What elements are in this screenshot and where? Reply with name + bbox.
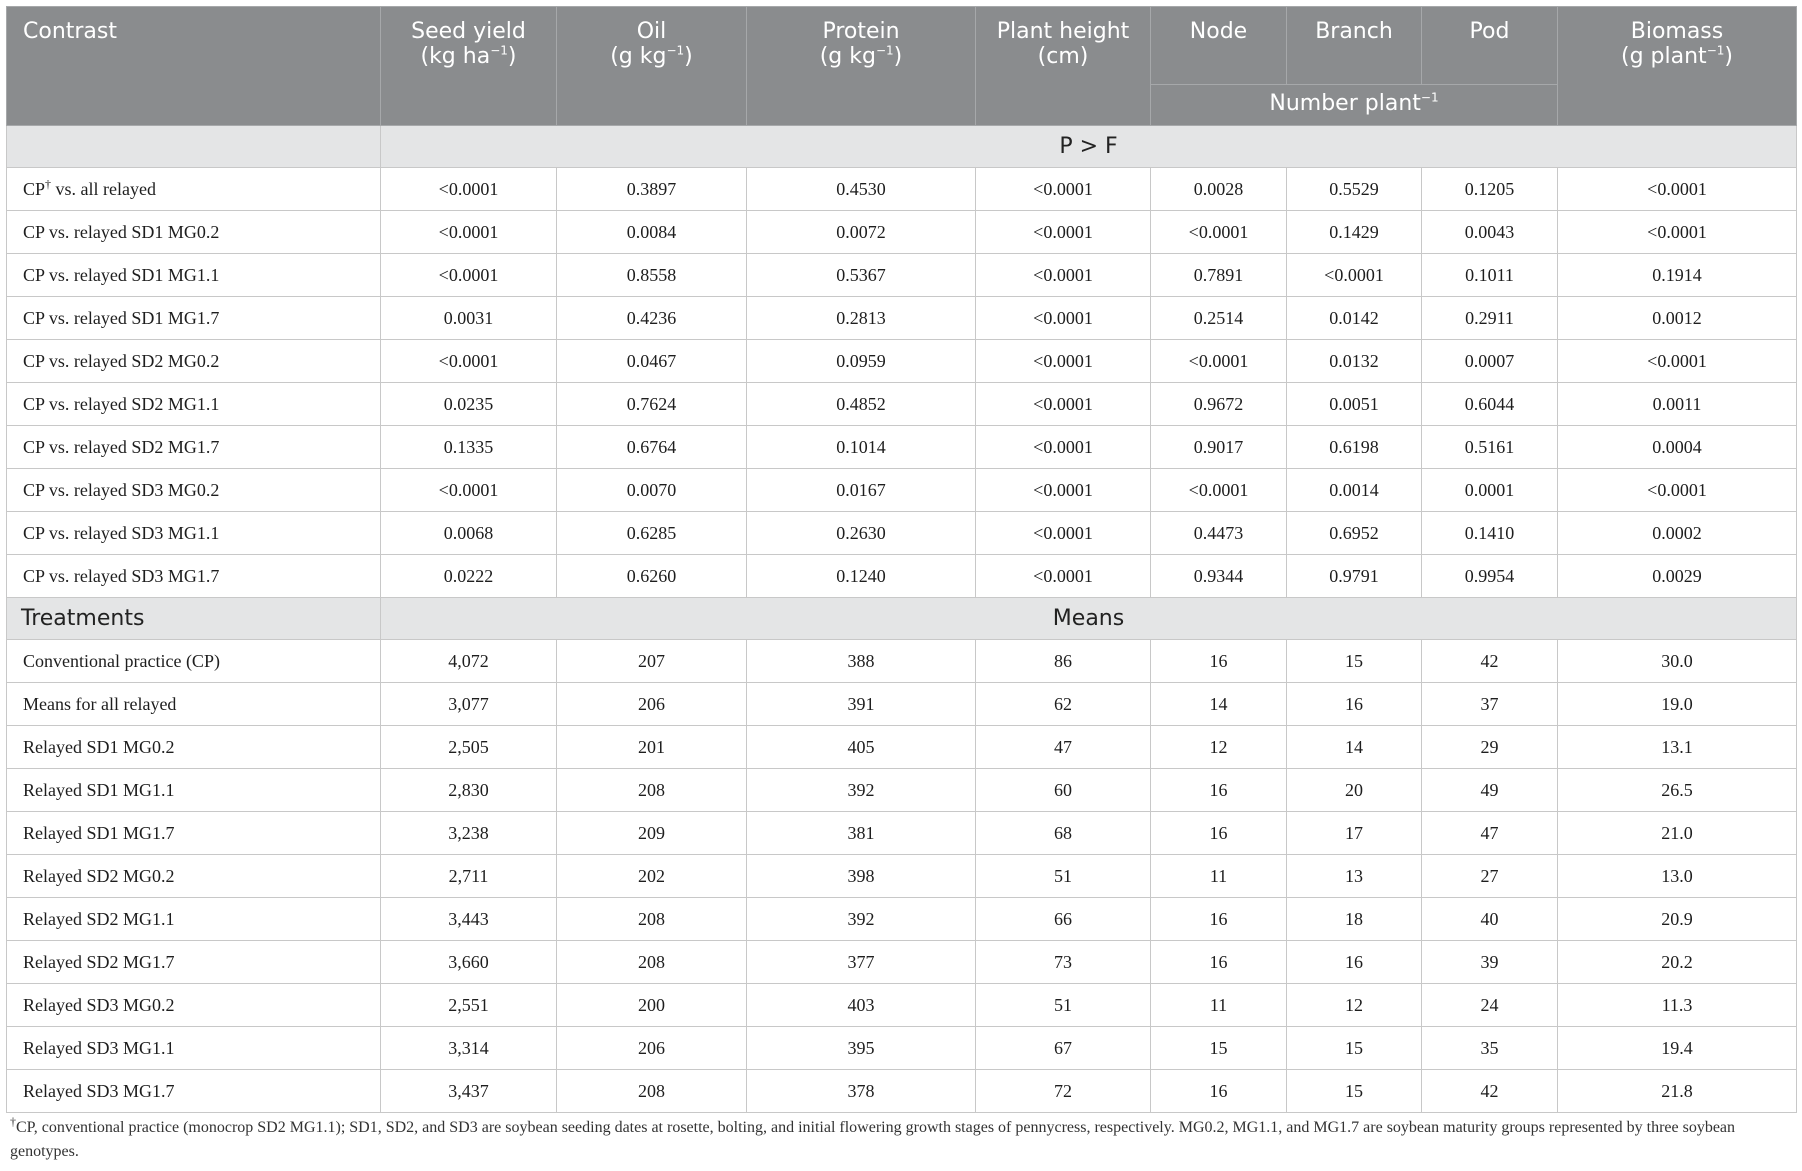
contrast-cell: <0.0001: [976, 469, 1151, 512]
contrast-cell: 0.0068: [381, 512, 557, 555]
treatment-row: [7, 984, 1797, 1027]
treatment-cell: 27: [1422, 855, 1558, 898]
contrast-cell: 0.1205: [1422, 168, 1558, 211]
treatment-cell: 21.0: [1558, 812, 1797, 855]
treatment-cell: 11: [1151, 984, 1287, 1027]
treatment-cell: 20.9: [1558, 898, 1797, 941]
treatment-label: Relayed SD3 MG1.7: [7, 1070, 381, 1113]
section-pf-row: [7, 126, 1797, 168]
results-table: [6, 6, 1797, 1113]
header-number-plant: Number plant$^{-1}$: [1151, 85, 1558, 126]
contrast-cell: 0.0235: [381, 383, 557, 426]
header-oil: Oil (g $kg^{-1}$): [557, 7, 747, 126]
contrast-cell: <0.0001: [1151, 340, 1287, 383]
treatment-cell: 4,072: [381, 640, 557, 683]
treatment-cell: 20: [1287, 769, 1422, 812]
treatment-cell: 3,238: [381, 812, 557, 855]
contrast-cell: <0.0001: [381, 340, 557, 383]
contrast-cell: <0.0001: [976, 168, 1151, 211]
contrast-cell: 0.2514: [1151, 297, 1287, 340]
section-pf-empty: [7, 126, 381, 168]
contrast-cell: 0.2813: [747, 297, 976, 340]
treatment-cell: 403: [747, 984, 976, 1027]
treatment-cell: 377: [747, 941, 976, 984]
contrast-cell: 0.1914: [1558, 254, 1797, 297]
contrast-cell: 0.9017: [1151, 426, 1287, 469]
treatment-row: [7, 1027, 1797, 1070]
contrast-cell: 0.0001: [1422, 469, 1558, 512]
section-means-row: [7, 598, 1797, 640]
treatment-cell: 12: [1287, 984, 1422, 1027]
treatment-cell: 72: [976, 1070, 1151, 1113]
treatment-cell: 21.8: [1558, 1070, 1797, 1113]
contrast-cell: 0.2911: [1422, 297, 1558, 340]
treatment-cell: 35: [1422, 1027, 1558, 1070]
treatment-cell: 381: [747, 812, 976, 855]
treatment-row: [7, 898, 1797, 941]
contrast-cell: 0.3897: [557, 168, 747, 211]
contrast-cell: <0.0001: [976, 297, 1151, 340]
contrast-cell: 0.1335: [381, 426, 557, 469]
data-table-container: [6, 6, 1796, 1164]
treatment-row: [7, 855, 1797, 898]
contrast-cell: 0.4530: [747, 168, 976, 211]
treatment-cell: 16: [1151, 1070, 1287, 1113]
header-biomass: Biomass (g plant$^{-1}$): [1558, 7, 1797, 126]
contrast-cell: 0.0014: [1287, 469, 1422, 512]
treatment-row: [7, 812, 1797, 855]
treatment-cell: 2,551: [381, 984, 557, 1027]
contrast-cell: 0.0007: [1422, 340, 1558, 383]
treatment-cell: 395: [747, 1027, 976, 1070]
treatment-cell: 208: [557, 1070, 747, 1113]
contrast-cell: 0.0084: [557, 211, 747, 254]
contrast-cell: <0.0001: [381, 254, 557, 297]
contrast-cell: 0.4473: [1151, 512, 1287, 555]
contrast-cell: 0.1410: [1422, 512, 1558, 555]
contrast-cell: 0.6198: [1287, 426, 1422, 469]
contrast-cell: 0.5529: [1287, 168, 1422, 211]
contrast-cell: 0.1240: [747, 555, 976, 598]
contrast-cell: 0.1011: [1422, 254, 1558, 297]
treatment-cell: 13.0: [1558, 855, 1797, 898]
contrast-cell: <0.0001: [381, 469, 557, 512]
treatment-cell: 49: [1422, 769, 1558, 812]
treatment-label: Conventional practice (CP): [7, 640, 381, 683]
treatment-cell: 16: [1151, 812, 1287, 855]
treatment-row: [7, 683, 1797, 726]
treatment-cell: 16: [1287, 683, 1422, 726]
contrast-cell: <0.0001: [976, 555, 1151, 598]
contrast-cell: <0.0001: [381, 168, 557, 211]
treatment-cell: 39: [1422, 941, 1558, 984]
treatment-row: [7, 640, 1797, 683]
treatment-label: Relayed SD1 MG1.7: [7, 812, 381, 855]
treatment-cell: 17: [1287, 812, 1422, 855]
section-treatments-label: Treatments: [7, 598, 381, 640]
contrast-cell: 0.0043: [1422, 211, 1558, 254]
treatment-cell: 3,314: [381, 1027, 557, 1070]
contrast-label: CP vs. relayed SD1 MG1.7: [7, 297, 381, 340]
contrast-cell: 0.9791: [1287, 555, 1422, 598]
contrast-row: [7, 340, 1797, 383]
treatment-cell: 208: [557, 769, 747, 812]
contrast-cell: <0.0001: [976, 426, 1151, 469]
treatment-cell: 3,077: [381, 683, 557, 726]
treatment-cell: 42: [1422, 1070, 1558, 1113]
contrast-cell: 0.0028: [1151, 168, 1287, 211]
treatment-cell: 3,660: [381, 941, 557, 984]
contrast-cell: 0.4852: [747, 383, 976, 426]
contrast-cell: 0.0051: [1287, 383, 1422, 426]
treatment-cell: 16: [1151, 941, 1287, 984]
treatment-cell: 208: [557, 898, 747, 941]
contrast-label: CP† vs. all relayed: [7, 168, 381, 211]
contrast-cell: 0.0070: [557, 469, 747, 512]
section-means-label: Means: [381, 598, 1797, 640]
contrast-cell: 0.0072: [747, 211, 976, 254]
contrast-cell: <0.0001: [976, 254, 1151, 297]
treatment-cell: 13: [1287, 855, 1422, 898]
treatment-cell: 42: [1422, 640, 1558, 683]
treatment-cell: 3,437: [381, 1070, 557, 1113]
treatment-cell: 11.3: [1558, 984, 1797, 1027]
contrast-cell: <0.0001: [1151, 469, 1287, 512]
treatment-label: Relayed SD3 MG0.2: [7, 984, 381, 1027]
contrast-cell: 0.1429: [1287, 211, 1422, 254]
treatment-cell: 15: [1287, 1070, 1422, 1113]
contrast-cell: 0.7624: [557, 383, 747, 426]
treatment-cell: 86: [976, 640, 1151, 683]
treatment-cell: 37: [1422, 683, 1558, 726]
contrast-cell: 0.0222: [381, 555, 557, 598]
treatment-cell: 16: [1151, 769, 1287, 812]
contrast-row: [7, 297, 1797, 340]
contrast-cell: <0.0001: [976, 383, 1151, 426]
treatment-cell: 14: [1151, 683, 1287, 726]
contrast-cell: <0.0001: [976, 211, 1151, 254]
treatment-cell: 378: [747, 1070, 976, 1113]
contrast-cell: 0.2630: [747, 512, 976, 555]
treatment-cell: 51: [976, 984, 1151, 1027]
contrast-label: CP vs. relayed SD3 MG0.2: [7, 469, 381, 512]
treatment-cell: 15: [1287, 1027, 1422, 1070]
treatment-cell: 66: [976, 898, 1151, 941]
contrast-cell: <0.0001: [1151, 211, 1287, 254]
treatment-cell: 29: [1422, 726, 1558, 769]
contrast-row: [7, 512, 1797, 555]
treatment-cell: 12: [1151, 726, 1287, 769]
contrast-row: [7, 555, 1797, 598]
contrast-cell: 0.0167: [747, 469, 976, 512]
treatment-cell: 62: [976, 683, 1151, 726]
treatment-cell: 13.1: [1558, 726, 1797, 769]
contrast-rows: [7, 168, 1797, 598]
treatment-row: [7, 941, 1797, 984]
treatment-cell: 398: [747, 855, 976, 898]
treatment-cell: 2,711: [381, 855, 557, 898]
contrast-row: [7, 168, 1797, 211]
treatment-rows: [7, 640, 1797, 1113]
treatment-cell: 208: [557, 941, 747, 984]
contrast-row: [7, 254, 1797, 297]
contrast-row: [7, 383, 1797, 426]
treatment-cell: 73: [976, 941, 1151, 984]
header-branch: Branch: [1287, 7, 1422, 85]
contrast-cell: <0.0001: [1558, 469, 1797, 512]
treatment-cell: 3,443: [381, 898, 557, 941]
contrast-cell: 0.0011: [1558, 383, 1797, 426]
contrast-cell: 0.0142: [1287, 297, 1422, 340]
contrast-cell: <0.0001: [1558, 340, 1797, 383]
treatment-cell: 209: [557, 812, 747, 855]
footnote-mark: †: [10, 1114, 16, 1129]
treatment-cell: 201: [557, 726, 747, 769]
contrast-label: CP vs. relayed SD1 MG1.1: [7, 254, 381, 297]
treatment-cell: 18: [1287, 898, 1422, 941]
treatment-cell: 19.4: [1558, 1027, 1797, 1070]
treatment-cell: 207: [557, 640, 747, 683]
contrast-label: CP vs. relayed SD3 MG1.7: [7, 555, 381, 598]
treatment-cell: 24: [1422, 984, 1558, 1027]
contrast-cell: 0.0029: [1558, 555, 1797, 598]
contrast-cell: <0.0001: [976, 340, 1151, 383]
contrast-cell: <0.0001: [1287, 254, 1422, 297]
contrast-cell: 0.6044: [1422, 383, 1558, 426]
treatment-cell: 60: [976, 769, 1151, 812]
header-protein: Protein (g $kg^{-1}$): [747, 7, 976, 126]
contrast-label: CP vs. relayed SD2 MG1.7: [7, 426, 381, 469]
contrast-cell: 0.1014: [747, 426, 976, 469]
treatment-cell: 30.0: [1558, 640, 1797, 683]
treatment-cell: 14: [1287, 726, 1422, 769]
treatment-label: Relayed SD1 MG0.2: [7, 726, 381, 769]
contrast-cell: <0.0001: [381, 211, 557, 254]
contrast-cell: 0.5367: [747, 254, 976, 297]
contrast-cell: 0.9954: [1422, 555, 1558, 598]
treatment-label: Relayed SD2 MG0.2: [7, 855, 381, 898]
section-pf-label: P > F: [381, 126, 1797, 168]
footnote: [6, 1113, 1796, 1164]
treatment-cell: 388: [747, 640, 976, 683]
treatment-cell: 26.5: [1558, 769, 1797, 812]
header-seed-yield: Seed yield (kg $ha^{-1}$): [381, 7, 557, 126]
contrast-cell: 0.6285: [557, 512, 747, 555]
treatment-row: [7, 1070, 1797, 1113]
contrast-row: [7, 469, 1797, 512]
header-node: Node: [1151, 7, 1287, 85]
treatment-cell: 51: [976, 855, 1151, 898]
treatment-cell: 206: [557, 1027, 747, 1070]
treatment-cell: 206: [557, 683, 747, 726]
treatment-label: Relayed SD2 MG1.1: [7, 898, 381, 941]
treatment-cell: 405: [747, 726, 976, 769]
contrast-cell: 0.9344: [1151, 555, 1287, 598]
treatment-label: Means for all relayed: [7, 683, 381, 726]
treatment-cell: 392: [747, 769, 976, 812]
contrast-cell: 0.5161: [1422, 426, 1558, 469]
treatment-label: Relayed SD3 MG1.1: [7, 1027, 381, 1070]
contrast-cell: 0.7891: [1151, 254, 1287, 297]
contrast-cell: 0.0959: [747, 340, 976, 383]
treatment-cell: 40: [1422, 898, 1558, 941]
header-contrast: Contrast: [7, 7, 381, 126]
footnote-text: CP, conventional practice (monocrop SD2 MG1.1); SD1, SD2, and SD3 are soybean seeding dates at rosette, bolting, and initial flowering growth stages of pennycress, respectively. MG0.2, MG1.1, and MG1.7 are soybean maturity groups represented by three soybean genotypes.: [10, 1119, 1736, 1160]
contrast-cell: 0.0004: [1558, 426, 1797, 469]
treatment-cell: 68: [976, 812, 1151, 855]
treatment-cell: 2,830: [381, 769, 557, 812]
treatment-cell: 47: [1422, 812, 1558, 855]
contrast-row: [7, 211, 1797, 254]
contrast-cell: 0.9672: [1151, 383, 1287, 426]
contrast-cell: 0.6260: [557, 555, 747, 598]
contrast-row: [7, 426, 1797, 469]
contrast-cell: 0.6952: [1287, 512, 1422, 555]
treatment-cell: 11: [1151, 855, 1287, 898]
treatment-cell: 15: [1151, 1027, 1287, 1070]
treatment-cell: 202: [557, 855, 747, 898]
treatment-cell: 392: [747, 898, 976, 941]
header-pod: Pod: [1422, 7, 1558, 85]
treatment-cell: 16: [1151, 898, 1287, 941]
treatment-cell: 47: [976, 726, 1151, 769]
contrast-cell: <0.0001: [976, 512, 1151, 555]
contrast-cell: 0.8558: [557, 254, 747, 297]
contrast-cell: 0.0031: [381, 297, 557, 340]
contrast-cell: 0.0012: [1558, 297, 1797, 340]
contrast-cell: 0.0002: [1558, 512, 1797, 555]
contrast-cell: 0.0467: [557, 340, 747, 383]
table-header: [7, 7, 1797, 126]
treatment-cell: 200: [557, 984, 747, 1027]
treatment-row: [7, 769, 1797, 812]
treatment-label: Relayed SD1 MG1.1: [7, 769, 381, 812]
contrast-cell: 0.0132: [1287, 340, 1422, 383]
treatment-cell: 15: [1287, 640, 1422, 683]
contrast-cell: 0.6764: [557, 426, 747, 469]
contrast-label: CP vs. relayed SD3 MG1.1: [7, 512, 381, 555]
contrast-cell: 0.4236: [557, 297, 747, 340]
contrast-label: CP vs. relayed SD1 MG0.2: [7, 211, 381, 254]
treatment-row: [7, 726, 1797, 769]
treatment-cell: 391: [747, 683, 976, 726]
treatment-label: Relayed SD2 MG1.7: [7, 941, 381, 984]
treatment-cell: 2,505: [381, 726, 557, 769]
contrast-cell: <0.0001: [1558, 168, 1797, 211]
treatment-cell: 20.2: [1558, 941, 1797, 984]
header-plant-height: Plant height (cm): [976, 7, 1151, 126]
treatment-cell: 67: [976, 1027, 1151, 1070]
treatment-cell: 16: [1287, 941, 1422, 984]
treatment-cell: 16: [1151, 640, 1287, 683]
contrast-label: CP vs. relayed SD2 MG1.1: [7, 383, 381, 426]
treatment-cell: 19.0: [1558, 683, 1797, 726]
contrast-cell: <0.0001: [1558, 211, 1797, 254]
contrast-label: CP vs. relayed SD2 MG0.2: [7, 340, 381, 383]
